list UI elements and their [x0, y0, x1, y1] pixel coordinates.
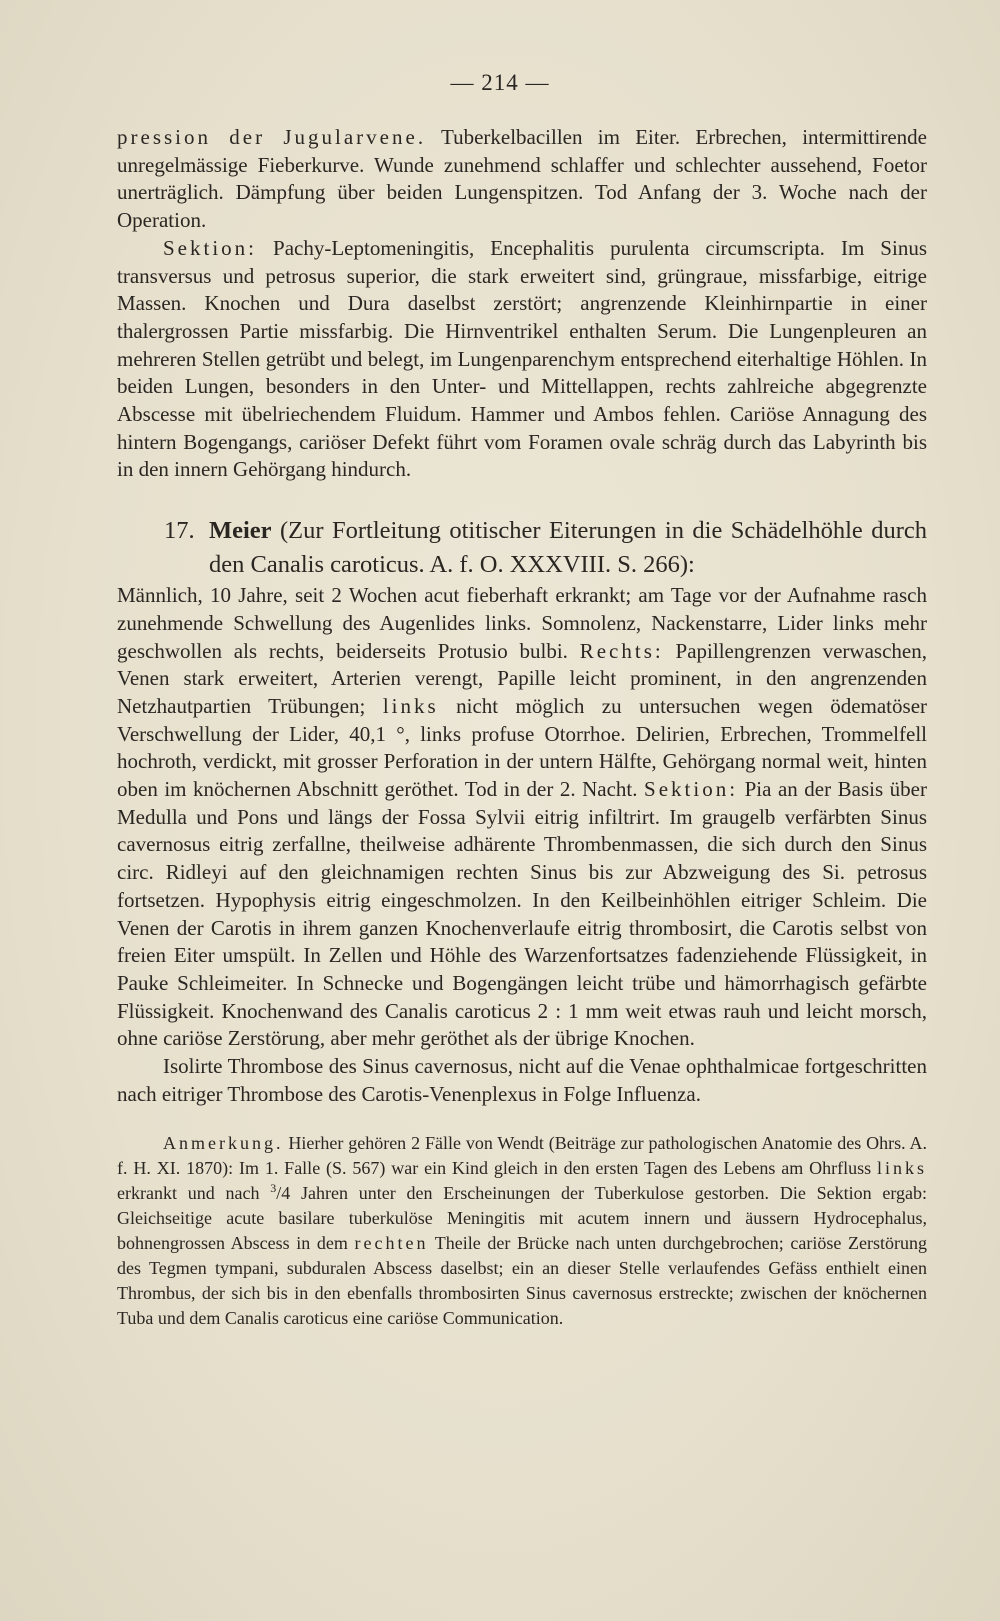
paragraph-case-17 — [117, 582, 927, 1053]
page-content — [117, 124, 927, 1349]
note-text: Theile der Brücke nach unten durchgebrochen; cariöse Zerstörung des Tegmen tympani, subduralen Abscess daselbst; ein an dieser Stelle verlaufendes Gefäss enthielt einen Thrombus, der sich bis in den ebenfalls thrombosirten Sinus cavernosus erstreckte; zwischen der knöchernen Tuba und dem Canalis caroticus eine cariöse Communication. — [117, 1232, 927, 1328]
spaced-text: Sektion: — [644, 777, 739, 802]
paragraph-text: Pia an der Basis über Medulla und Pons und längs der Fossa Sylvii eitrig infiltrirt. Im graugelb verfärbten Sinus cavernosus eitrig zerfallne, theilweise adhärente Thrombenmassen, die sich durch den Sinus circ. Ridleyi auf den gleichnamigen rechten Sinus bis zur Abzweigung des Si. petrosus fortsetzen. Hypophysis eitrig eingeschmolzen. In den Keilbeinhöhlen eitriger Schleim. Die Venen der Carotis in ihrem ganzen Knochenverlaufe eitrig thrombosirt, die Carotis selbst von freien Eiter umspült. In Zellen und Höhle des Warzenfortsatzes fadenziehende Flüssigkeit, in Pauke Schleimeiter. In Schnecke und Bogengängen leicht trübe und hämorrhagisch gefärbte Flüssigkeit. Knochenwand des Canalis caroticus 2 : 1 mm weit etwas rauh und leicht morsch, ohne cariöse Zerstörung, aber mehr geröthet als der übrige Knochen. — [117, 777, 927, 1051]
case-citation: (Zur Fortleitung otitischer Eiterungen in die Schädelhöhle durch den Canalis caroticus. A. f. O. XXXVIII. S. 266): — [209, 517, 927, 579]
fraction-denominator: /4 — [276, 1182, 291, 1203]
fraction-numerator: 3 — [270, 1180, 277, 1195]
page-number: — 214 — — [450, 70, 550, 95]
note-text: Jahren unter den Erscheinungen der Tuberkulose gestorben. Die Sektion ergab: Gleichseitige acute basilare tuberkulöse Meningitis mit acutem innern und äussern Hydrocephalus, bohnengrossen Abscess in dem — [117, 1182, 928, 1253]
author-name: Meier — [209, 517, 272, 545]
paragraph-text: Männlich, 10 Jahre, seit 2 Wochen acut fieberhaft erkrankt; am Tage vor der Aufnahme rasch zunehmende Schwellung des Augenlides links. Somnolenz, Nackenstarre, Lider links mehr geschwollen als rechts, beiderseits Protusio bulbi. — [117, 583, 927, 663]
note-text: Hierher gehören 2 Fälle von Wendt (Beiträge zur pathologischen Anatomie des Ohrs. A. f. H. XI. 1870): Im 1. Falle (S. 567) war ein Kind gleich in den ersten Tagen des Lebens am Ohrfluss — [117, 1132, 927, 1178]
case-number: 17. — [164, 517, 195, 545]
paragraph-text: nicht möglich zu untersuchen wegen ödematöser Verschwellung der Lider, 40,1 °, links profuse Otorrhoe. Delirien, Erbrechen, Trommelfell hochroth, verdickt, mit grosser Perforation in der untern Hälfte, Gehörgang normal weit, hinten oben im knöchernen Abschnitt geröthet. Tod in der 2. Nacht. — [117, 693, 928, 802]
spaced-text: rechten — [354, 1232, 429, 1253]
paragraph-text: Pachy-Leptomeningitis, Encephalitis purulenta circumscripta. Im Sinus transversus und petrosus superior, die stark erweitert sind, grüngraue, missfarbige, eitrige Massen. Knochen und Dura daselbst zerstört; angrenzende Kleinhirnpartie in einer thalergrossen Partie missfarbig. Die Hirnventrikel enthalten Serum. Die Lungenpleuren an mehreren Stellen getrübt und belegt, im Lungenparenchym entsprechend eiterhaltige Höhlen. In beiden Lungen, besonders in den Unter- und Mittellappen, rechts zahlreiche abgegrenzte Abscesse mit übelriechendem Fluidum. Hammer und Ambos fehlen. Cariöse Annagung des hintern Bogengangs, cariöser Defekt führt vom Foramen ovale schräg durch das Labyrinth bis in den innern Gehörgang hindurch. — [117, 235, 927, 482]
spaced-text: pression der Jugularvene. — [117, 125, 427, 149]
spaced-text: Sektion: — [163, 235, 258, 260]
paragraph-sektion — [117, 235, 927, 484]
paragraph-text: Tuberkelbacillen im Eiter. Erbrechen, intermittirende unregelmässige Fieberkurve. Wunde zunehmend schlaffer und schlechter aussehend, Foetor unerträglich. Dämpfung über beiden Lungenspitzen. Tod Anfang der 3. Woche nach der Operation. — [117, 125, 927, 233]
spaced-text: links — [876, 1157, 927, 1178]
spaced-text: links — [382, 693, 439, 718]
paragraph-text: Papillengrenzen verwaschen, Venen stark erweitert, Arterien verengt, Papille leicht prominent, in den angrenzenden Netzhautpartien Trübungen; — [117, 638, 927, 718]
footnote-anmerkung — [117, 1131, 927, 1331]
spaced-text: Rechts: — [579, 638, 664, 663]
spaced-text: Anmerkung. — [163, 1132, 284, 1153]
case-heading — [117, 514, 927, 582]
paragraph-summary: Isolirte Thrombose des Sinus cavernosus, nicht auf die Venae ophthalmicae fortgeschritten nach eitriger Thrombose des Carotis-Venenplexus in Folge Influenza. — [117, 1054, 927, 1106]
paragraph-case-continuation — [117, 124, 927, 235]
note-text: erkrankt und nach — [117, 1182, 271, 1203]
